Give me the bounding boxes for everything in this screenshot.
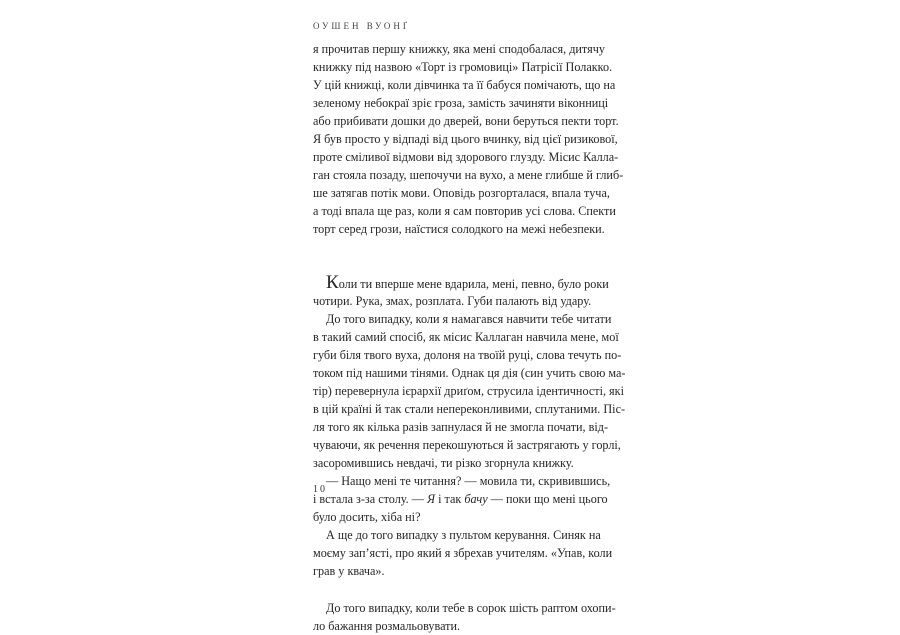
text-line: зеленому небокраї зріє гроза, замість зачиняти віконниці <box>313 96 609 110</box>
page-number: 10 <box>313 484 327 495</box>
text-line: ган стояла позаду, шепочучи на вухо, а мене глибше й глиб- <box>313 168 624 182</box>
text-line: губи біля твого вуха, долоня на твоїй руці, слова течуть по- <box>313 348 622 362</box>
paragraph-2 <box>313 272 609 310</box>
text-fragment: оли ти вперше мене вдарила, мені, певно, було роки <box>338 277 609 291</box>
text-line: До того випадку, коли тебе в сорок шість раптом охопи- <box>326 601 616 615</box>
section-break <box>313 238 570 274</box>
section-break <box>313 580 570 599</box>
body-text <box>313 40 626 635</box>
text-line <box>313 272 609 293</box>
text-line: було досить, хіба ні? <box>313 510 421 524</box>
paragraph-3 <box>313 310 626 472</box>
text-fragment: — поки що мені цього <box>487 492 608 506</box>
text-line: ло бажання розмальовувати. <box>313 619 461 633</box>
paragraph-4 <box>313 472 611 526</box>
italic-text: бачу <box>464 492 488 506</box>
text-line: ля того як кілька разів запнулася й не змогла почати, від- <box>313 420 609 434</box>
italic-text: Я <box>427 492 436 506</box>
text-line <box>313 490 608 508</box>
text-line: тір) перевернула ієрархії дриґом, струсила ідентичності, які <box>313 384 624 398</box>
text-line: чотири. Рука, змах, розплата. Губи палають від удару. <box>313 294 592 308</box>
text-line: Я був просто у відпаді від цього вчинку, від цієї ризикової, <box>313 132 618 146</box>
paragraph-5 <box>313 526 613 580</box>
text-fragment: і так <box>435 492 465 506</box>
paragraph-6 <box>313 599 616 635</box>
text-line: током під нашими тінями. Однак ця дія (син учить свою ма- <box>313 366 626 380</box>
text-line: торт серед грози, наїстися солодкого на межі небезпеки. <box>313 222 605 236</box>
running-head: ОУШЕН ВУОНҐ <box>313 21 410 31</box>
text-line: ше затягав потік мови. Оповідь розгорталася, впала туча, <box>313 186 610 200</box>
text-fragment: і встала з-за столу. — <box>313 492 427 506</box>
drop-cap: К <box>326 272 339 293</box>
text-line: грав у квача». <box>313 564 385 578</box>
text-line: До того випадку, коли я намагався навчити тебе читати <box>326 312 612 326</box>
text-line: засоромившись невдачі, ти різко згорнула книжку. <box>313 456 574 470</box>
paragraph-1 <box>313 40 624 238</box>
text-line: я прочитав першу книжку, яка мені сподобалася, дитячу <box>313 42 605 56</box>
text-line: в такий самий спосіб, як місис Каллаган навчила мене, мої <box>313 330 619 344</box>
text-line: У цій книжці, коли дівчинка та її бабуся помічають, що на <box>313 78 616 92</box>
text-line: а тоді впала ще раз, коли я сам повторив усі слова. Спекти <box>313 204 616 218</box>
text-line: моєму зап’ясті, про який я збрехав учителям. «Упав, коли <box>313 546 613 560</box>
text-line: в цій країні й так стали непереконливими, сплутаними. Піс- <box>313 402 626 416</box>
text-line: чуваючи, як речення перекошуються й застрягають у горлі, <box>313 438 621 452</box>
text-line: проте сміливої відмови від здорового глузду. Місис Калла- <box>313 150 619 164</box>
text-line: А ще до того випадку з пультом керування. Синяк на <box>326 528 601 542</box>
text-line: — Нащо мені те читання? — мовила ти, скривившись, <box>326 474 611 488</box>
text-line: або прибивати дошки до дверей, вони беруться пекти торт. <box>313 114 619 128</box>
text-line: книжку під назвою «Торт із громовиці» Патрісії Полакко. <box>313 60 613 74</box>
